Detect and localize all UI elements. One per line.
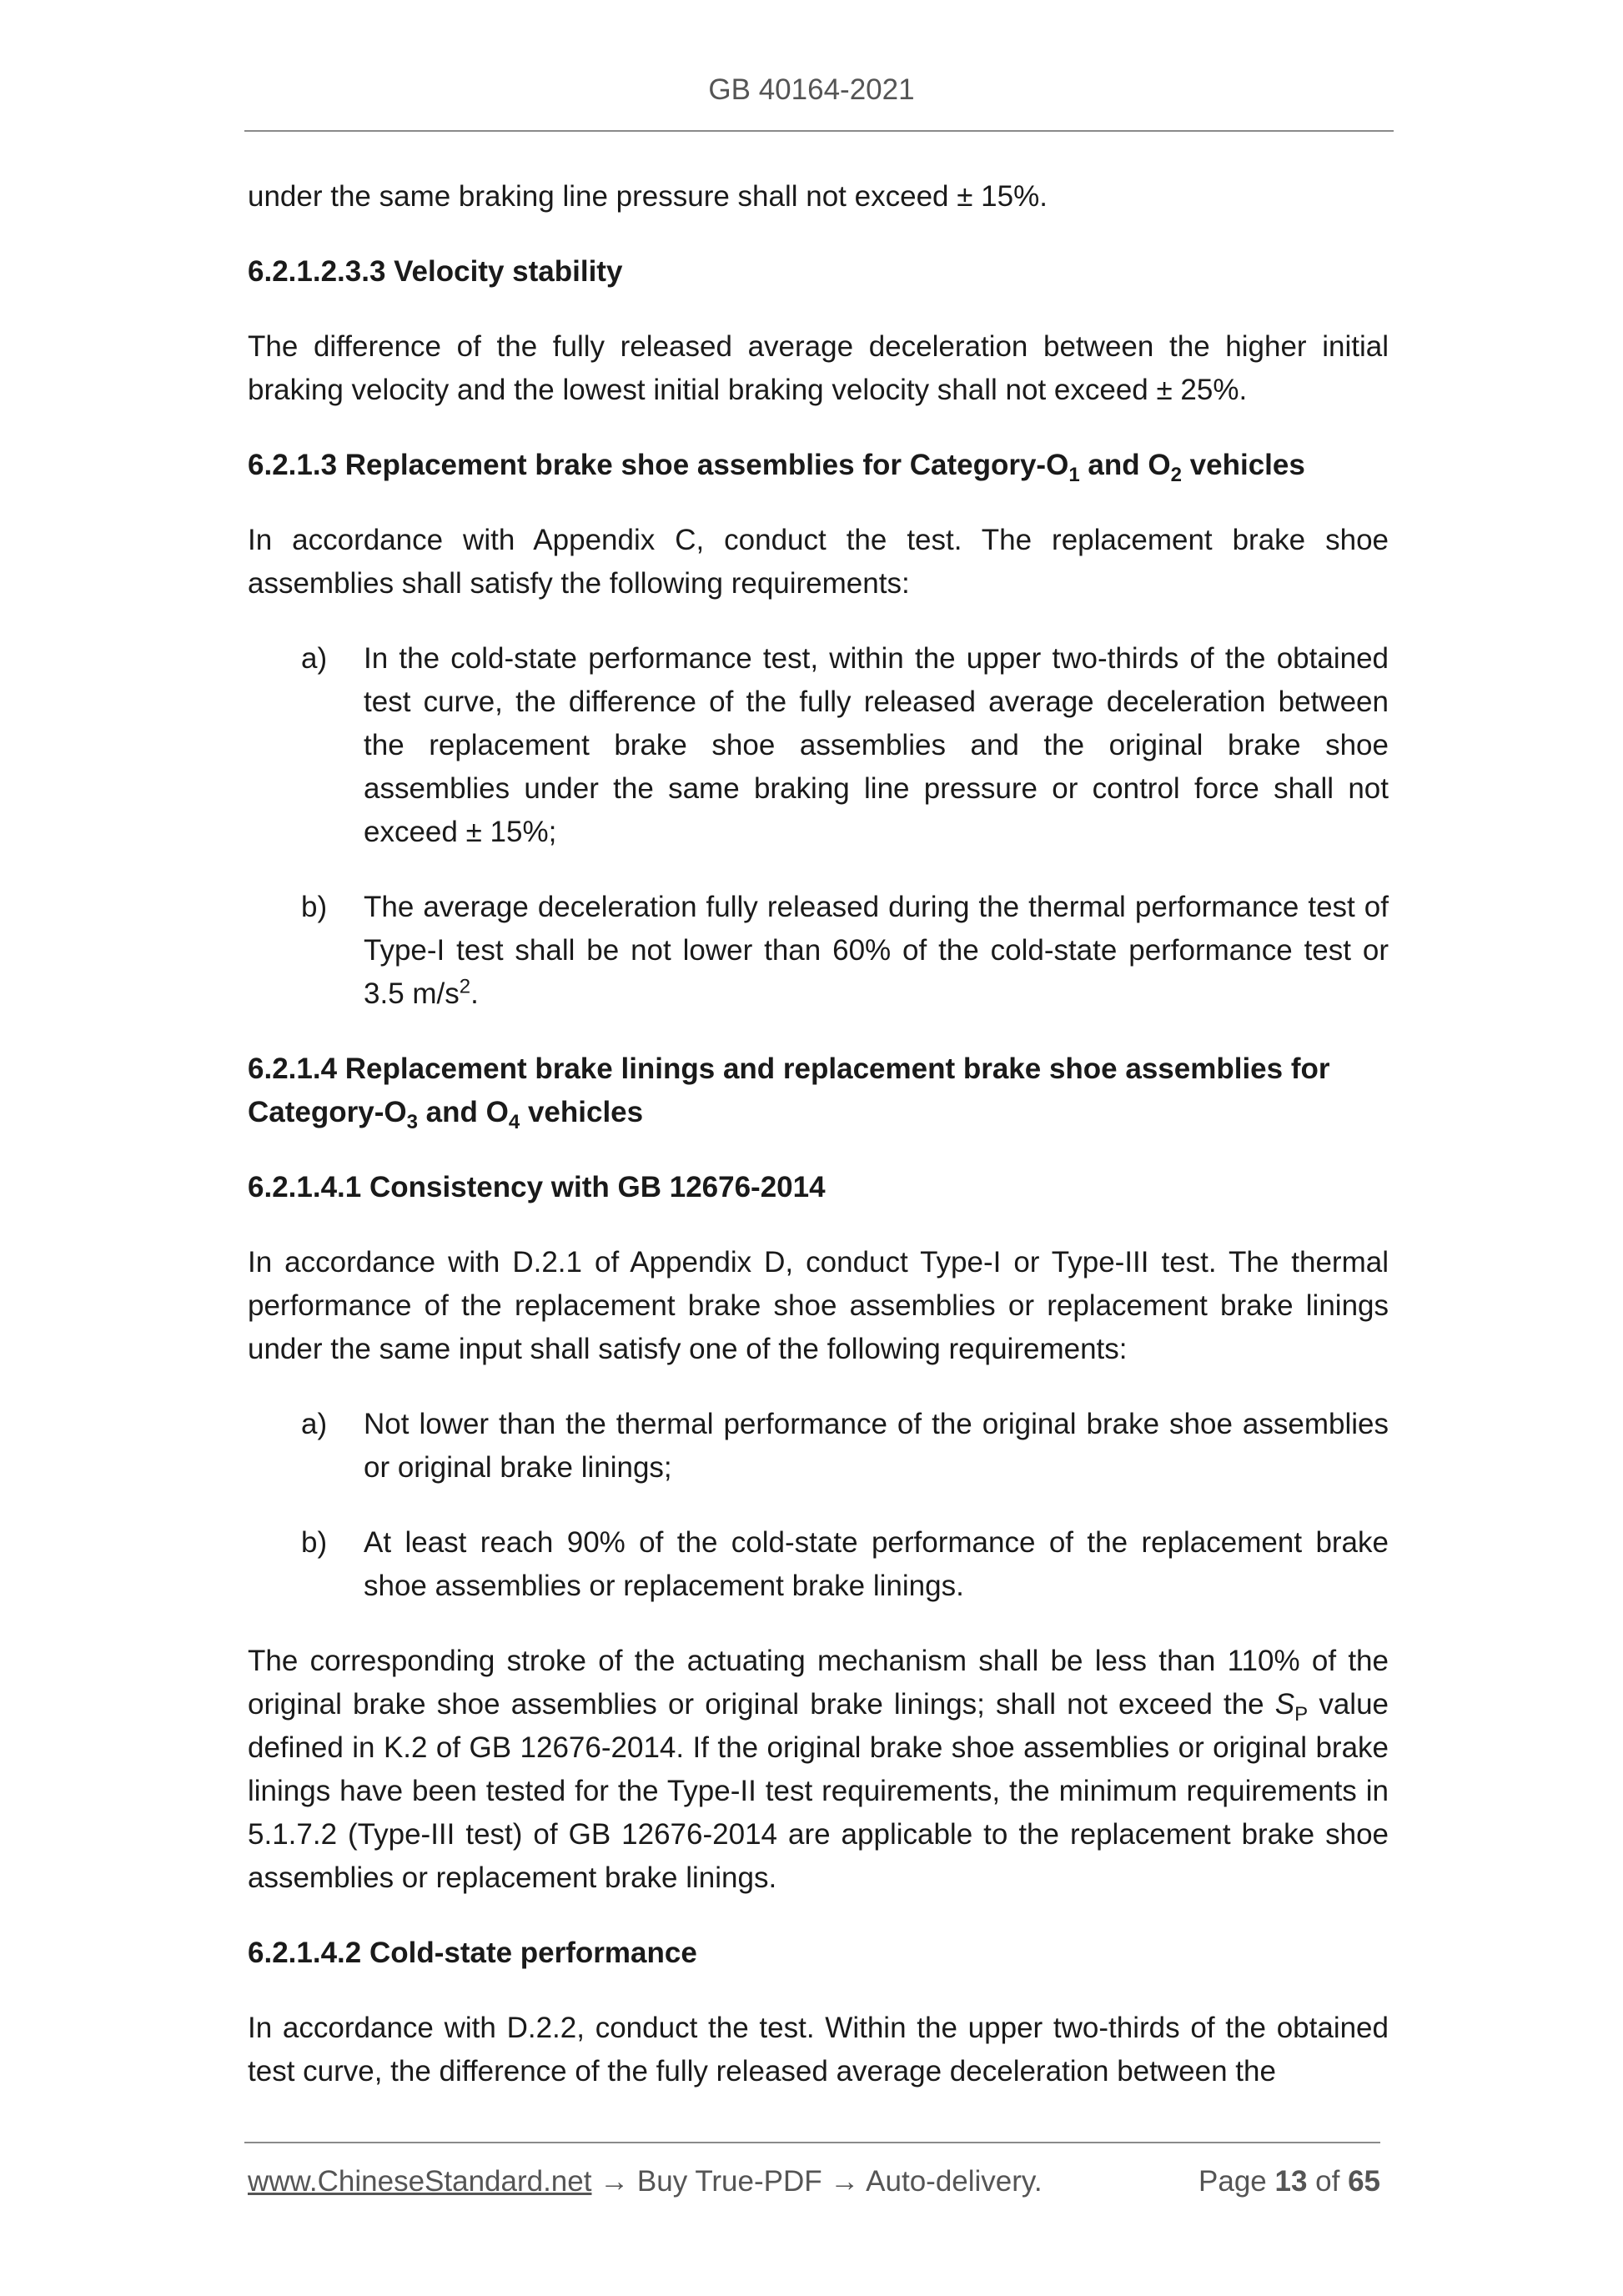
list-marker: b): [301, 1526, 328, 1559]
list-item-text: At least reach 90% of the cold-state performance of the replacement brake shoe assemblies or replacement brake linings.: [364, 1526, 1389, 1602]
subscript-1: 1: [1068, 464, 1080, 486]
subscript-2: 2: [1170, 464, 1182, 486]
list-item-text: In the cold-state performance test, within the upper two-thirds of the obtained test curve, the difference of the fully released average deceleration between the replacement brake shoe assemblies and the original brake shoe assemblies under the same braking line pressure or control force shall not exceed ± 15%;: [364, 642, 1389, 848]
list-marker: a): [301, 1408, 328, 1440]
heading-replacement-shoe-o1-o2: [248, 444, 1389, 487]
list-item-text-main: The average deceleration fully released during the thermal performance test of Type-I test shall be not lower than 60% of the cold-state performance test or 3.5 m/s: [364, 891, 1389, 1010]
sp-symbol: S: [1274, 1688, 1295, 1721]
superscript-2: 2: [459, 975, 471, 998]
velocity-paragraph: The difference of the fully released average deceleration between the higher initial braking velocity and the lowest initial braking velocity shall not exceed ± 25%.: [248, 330, 1389, 406]
stroke-text-pre: The corresponding stroke of the actuating mechanism shall be less than 110% of the original brake shoe assemblies or original brake linings; shall not exceed the: [248, 1645, 1389, 1721]
sp-subscript: P: [1294, 1703, 1309, 1726]
list-item-text: Not lower than the thermal performance of the original brake shoe assemblies or original brake linings;: [364, 1408, 1389, 1484]
heading-cold-state: 6.2.1.4.2 Cold-state performance: [248, 1937, 697, 1969]
footer-divider: [244, 2142, 1380, 2143]
list-item: [248, 637, 1389, 854]
appendix-d-paragraph: In accordance with D.2.1 of Appendix D, conduct Type-I or Type-III test. The thermal performance of the replacement brake shoe assemblies or replacement brake linings under the same input shall satisfy one of the following requirements:: [248, 1246, 1389, 1365]
list-item: [248, 1403, 1389, 1490]
heading-text-post: vehicles: [1181, 449, 1305, 481]
subscript-4: 4: [508, 1111, 520, 1133]
stroke-paragraph: [248, 1640, 1389, 1900]
page-body: [248, 175, 1389, 2125]
footer-promo: [248, 2165, 1043, 2198]
page-footer: [248, 2165, 1380, 2198]
heading-text-pre: 6.2.1.4 Replacement brake linings and replacement brake shoe assemblies for Category-O: [248, 1053, 1330, 1128]
list-item: [248, 1521, 1389, 1608]
heading-velocity-stability: 6.2.1.2.3.3 Velocity stability: [248, 255, 623, 288]
header-divider: [244, 130, 1394, 132]
list-item-text: [364, 886, 1389, 1016]
heading-text-mid: and O: [417, 1096, 509, 1128]
heading-text-post: vehicles: [520, 1096, 644, 1128]
website-link[interactable]: www.ChineseStandard.net: [248, 2165, 592, 2198]
page-indicator: [1198, 2165, 1380, 2198]
of-label: of: [1307, 2165, 1349, 2198]
list-marker: a): [301, 642, 328, 675]
list-item: [248, 886, 1389, 1016]
cold-state-paragraph: In accordance with D.2.2, conduct the test. Within the upper two-thirds of the obtained test curve, the difference of the fully released average deceleration between the: [248, 2012, 1389, 2088]
heading-text-pre: 6.2.1.3 Replacement brake shoe assemblies for Category-O: [248, 449, 1069, 481]
subscript-3: 3: [406, 1111, 418, 1133]
page-total: 65: [1348, 2165, 1380, 2198]
list-item-text-end: .: [470, 977, 479, 1010]
appendix-c-paragraph: In accordance with Appendix C, conduct the test. The replacement brake shoe assemblies shall satisfy the following requirements:: [248, 524, 1389, 600]
stroke-text-post: value defined in K.2 of GB 12676-2014. If the original brake shoe assemblies or original brake linings have been tested for the Type-II test requirements, the minimum requirements in 5.1.7.2 (Type-III test) of GB 12676-2014 are applicable to the replacement brake shoe assemblies or replacement brake linings.: [248, 1688, 1389, 1894]
document-id-header: GB 40164-2021: [708, 73, 915, 106]
heading-text-mid: and O: [1079, 449, 1171, 481]
intro-paragraph: under the same braking line pressure shall not exceed ± 15%.: [248, 180, 1048, 213]
heading-consistency: 6.2.1.4.1 Consistency with GB 12676-2014: [248, 1171, 826, 1203]
page-label: Page: [1198, 2165, 1275, 2198]
list-marker: b): [301, 891, 328, 923]
footer-tagline: → Buy True-PDF → Auto-delivery.: [591, 2165, 1043, 2198]
page-number: 13: [1274, 2165, 1308, 2198]
heading-replacement-linings-o3-o4: [248, 1048, 1389, 1134]
